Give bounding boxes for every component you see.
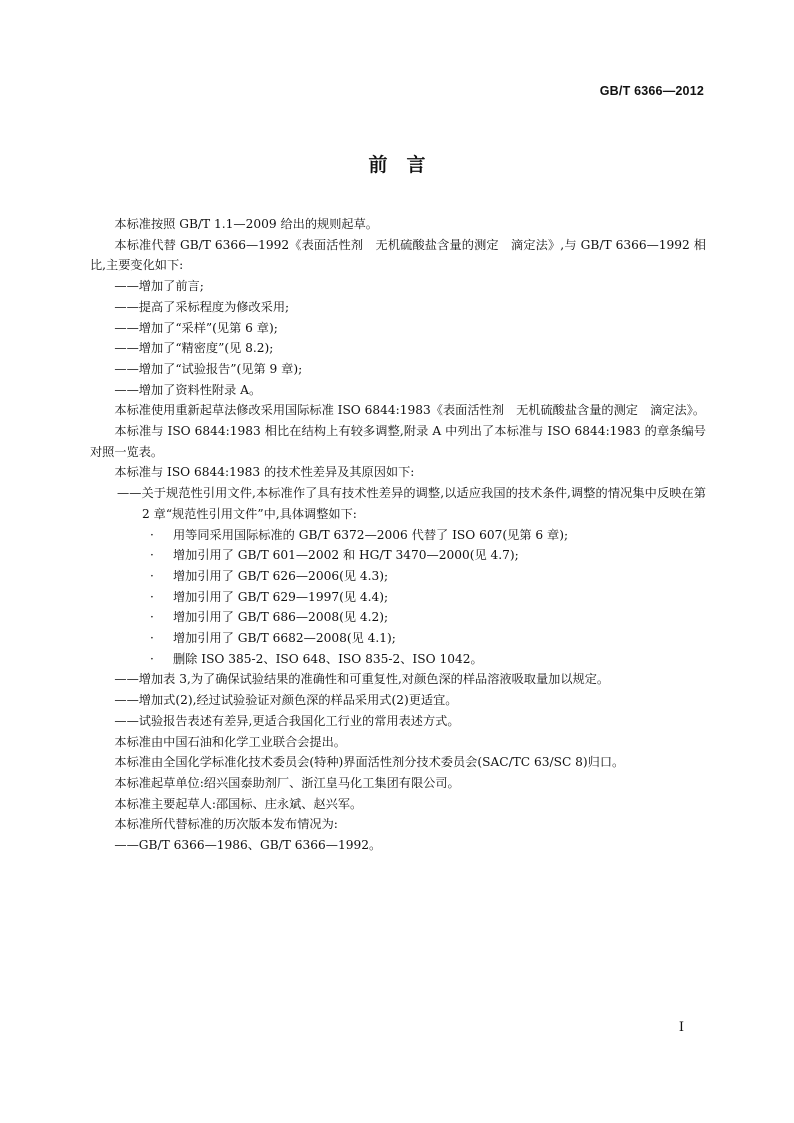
paragraph-adoption: 本标准使用重新起草法修改采用国际标准 ISO 6844:1983《表面活性剂 无机硫酸盐含量的测定 滴定法》。 [114,403,706,418]
paragraph-differences: 本标准与 ISO 6844:1983 的技术性差异及其原因如下: [114,465,415,480]
bullet-dot: · [150,527,154,542]
bullet-dot: · [150,631,154,646]
history-item: ——GB/T 6366—1986、GB/T 6366—1992。 [114,838,382,853]
reference-bullet [90,566,706,587]
paragraph-drafters: 本标准主要起草人:邵国标、庄永斌、赵兴军。 [114,796,363,811]
bullet-text: 增加引用了 GB/T 686—2008(见 4.2); [173,610,389,625]
bullet-text: 增加引用了 GB/T 629—1997(见 4.4); [173,589,389,604]
reference-bullet [90,545,706,566]
change-item: ——增加了资料性附录 A。 [114,382,262,397]
bullet-dot: · [150,610,154,625]
change-item: ——提高了采标程度为修改采用; [114,299,290,314]
standard-code: GB/T 6366—2012 [599,84,704,98]
reference-bullet [90,649,706,670]
bullet-text: 增加引用了 GB/T 6682—2008(见 4.1); [173,631,396,646]
paragraph-history: 本标准所代替标准的历次版本发布情况为: [114,817,338,832]
reference-bullet [90,607,706,628]
bullet-dot: · [150,548,154,563]
change-item: ——增加了“采样”(见第 6 章); [114,320,278,335]
bullet-dot: · [150,568,154,583]
bullet-text: 删除 ISO 385-2、ISO 648、ISO 835-2、ISO 1042。 [173,651,483,666]
bullet-text: 用等同采用国际标准的 GB/T 6372—2006 代替了 ISO 607(见第 6 章); [173,527,569,542]
change-item: ——增加了前言; [114,279,204,294]
bullet-dot: · [150,589,154,604]
paragraph-proposed-by: 本标准由中国石油和化学工业联合会提出。 [114,734,346,749]
paragraph-structure: 本标准与 ISO 6844:1983 相比在结构上有较多调整,附录 A 中列出了本标准与 ISO 6844:1983 的章条编号对照一览表。 [90,424,706,459]
page-title: 前 言 [368,154,426,176]
paragraph-drafting-units: 本标准起草单位:绍兴国泰助剂厂、浙江皇马化工集团有限公司。 [114,775,460,790]
reference-bullet [90,525,706,546]
bullet-dot: · [150,651,154,666]
change-item: ——增加了“试验报告”(见第 9 章); [114,361,303,376]
paragraph-replaces: 本标准代替 GB/T 6366—1992《表面活性剂 无机硫酸盐含量的测定 滴定法》,与 GB/T 6366—1992 相比,主要变化如下: [90,237,706,273]
reference-bullet [90,587,706,608]
bullet-text: 增加引用了 GB/T 626—2006(见 4.3); [173,568,389,583]
change-item: ——增加了“精密度”(见 8.2); [114,341,274,356]
reference-bullet [90,628,706,649]
difference-item-references: ——关于规范性引用文件,本标准作了具有技术性差异的调整,以适应我国的技术条件,调整的情况集中反映在第 2 章“规范性引用文件”中,具体调整如下: [117,486,706,521]
difference-item: ——增加表 3,为了确保试验结果的准确性和可重复性,对颜色深的样品溶液吸取量加以规定。 [114,672,610,687]
page-number: I [678,1020,684,1035]
bullet-text: 增加引用了 GB/T 601—2002 和 HG/T 3470—2000(见 4.7); [173,548,519,563]
difference-item: ——增加式(2),经过试验验证对颜色深的样品采用式(2)更适宜。 [114,693,458,708]
foreword-body [90,214,706,856]
paragraph-under-jurisdiction: 本标准由全国化学标准化技术委员会(特种)界面活性剂分技术委员会(SAC/TC 63/SC 8)归口。 [114,755,625,770]
difference-item: ——试验报告表述有差异,更适合我国化工行业的常用表述方式。 [114,713,460,728]
paragraph-drafting-rule: 本标准按照 GB/T 1.1—2009 给出的规则起草。 [114,217,378,231]
